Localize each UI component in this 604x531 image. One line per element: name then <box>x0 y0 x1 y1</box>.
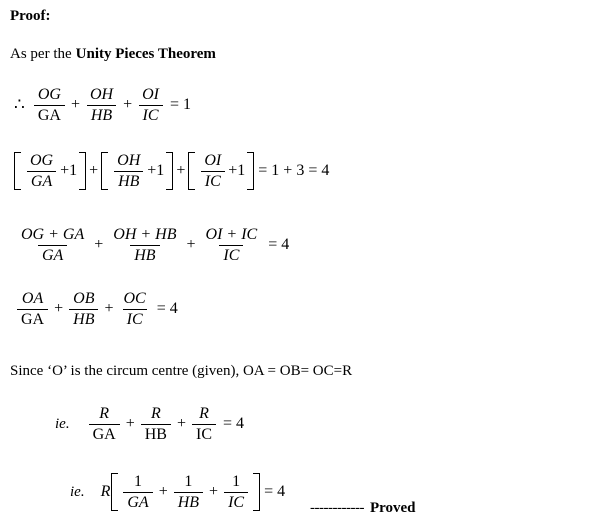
page-title: Proof: <box>10 8 51 24</box>
bracket-group-2 <box>101 152 173 190</box>
fraction-r-hb <box>141 405 171 443</box>
since-statement: Since ‘O’ is the circum centre (given), OA = OB= OC=R <box>10 363 353 379</box>
fraction-og-ga-sum <box>17 226 88 264</box>
fraction-oh-hb <box>86 86 117 124</box>
equals-sign: = <box>268 236 278 254</box>
plus-operator: + <box>158 483 168 501</box>
fraction-denominator: IC <box>123 309 147 329</box>
plus-operator: + <box>70 96 80 114</box>
fraction-denominator: HB <box>114 171 143 191</box>
fraction-numerator: 1 <box>134 473 143 490</box>
proved-label: Proved <box>369 500 416 516</box>
fraction-numerator: OB <box>73 290 95 307</box>
theorem-name: Unity Pieces Theorem <box>75 46 216 62</box>
plus-operator: + <box>94 236 104 254</box>
plus-one: +1 <box>60 162 78 180</box>
fraction-denominator: IC <box>219 245 243 265</box>
fraction-denominator: GA <box>34 105 65 125</box>
intro-prefix: As per the <box>10 46 72 62</box>
plus-operator: + <box>89 162 99 180</box>
equals-sign: = <box>156 300 166 318</box>
fraction-denominator: HB <box>174 492 203 512</box>
fraction-oi-ic-sum <box>202 226 262 264</box>
fraction-oc-ic <box>120 290 150 328</box>
equals-sign: = <box>258 162 268 180</box>
fraction-numerator: 1 <box>184 473 193 490</box>
fraction-one-ga <box>123 473 152 511</box>
equals-sign: = <box>264 483 274 501</box>
fraction-ob-hb <box>69 290 98 328</box>
equation-3-rhs: 4 <box>281 236 290 254</box>
fraction-numerator: OC <box>123 290 146 307</box>
fraction-denominator: GA <box>27 171 56 191</box>
fraction-numerator: 1 <box>232 473 241 490</box>
dash-separator: ------------ <box>310 500 364 516</box>
fraction-denominator: IC <box>192 424 216 444</box>
fraction-og-ga <box>34 86 65 124</box>
r-multiplier: R <box>100 483 111 501</box>
fraction-denominator: HB <box>87 105 116 125</box>
fraction-numerator: OI + IC <box>205 226 258 243</box>
equation-1 <box>14 86 191 124</box>
fraction-one-ic <box>224 473 248 511</box>
fraction-oa-ga <box>17 290 48 328</box>
fraction-oi-ic <box>138 86 163 124</box>
bracket-group-reciprocals <box>111 473 260 511</box>
fraction-denominator: GA <box>17 309 48 329</box>
plus-operator: + <box>104 300 114 318</box>
fraction-denominator: HB <box>141 424 171 444</box>
fraction-denominator: GA <box>38 245 67 265</box>
fraction-r-ic <box>192 405 216 443</box>
fraction-oh-hb <box>113 152 144 190</box>
fraction-numerator: OG <box>30 152 54 169</box>
equation-6 <box>70 473 285 511</box>
fraction-r-ga <box>89 405 120 443</box>
fraction-denominator: GA <box>89 424 120 444</box>
plus-operator: + <box>123 96 133 114</box>
equation-5-rhs: 4 <box>236 415 245 433</box>
ie-label: ie. <box>55 415 70 432</box>
fraction-numerator: OI <box>204 152 222 169</box>
fraction-og-ga <box>26 152 57 190</box>
plus-operator: + <box>54 300 64 318</box>
bracket-group-1 <box>14 152 86 190</box>
equation-1-rhs: 1 <box>183 96 192 114</box>
fraction-denominator: IC <box>201 171 225 191</box>
fraction-numerator: R <box>99 405 110 422</box>
fraction-numerator: OA <box>21 290 44 307</box>
fraction-oi-ic <box>200 152 225 190</box>
equation-5 <box>55 405 244 443</box>
fraction-denominator: HB <box>69 309 98 329</box>
equation-2-rhs: 1 + 3 = 4 <box>271 162 330 180</box>
fraction-numerator: OH <box>89 86 114 103</box>
fraction-oh-hb-sum <box>109 226 180 264</box>
plus-operator: + <box>186 236 196 254</box>
equation-4 <box>14 290 178 328</box>
intro-line <box>10 46 216 63</box>
plus-operator: + <box>209 483 219 501</box>
fraction-numerator: OI <box>142 86 159 103</box>
plus-operator: + <box>125 415 135 433</box>
fraction-denominator: IC <box>139 105 163 125</box>
equation-2 <box>14 152 329 190</box>
therefore-symbol: ∴ <box>14 95 25 115</box>
fraction-numerator: R <box>150 405 161 422</box>
fraction-numerator: OG <box>37 86 61 103</box>
fraction-denominator: HB <box>130 245 159 265</box>
equation-4-rhs: 4 <box>169 300 178 318</box>
fraction-denominator: IC <box>224 492 248 512</box>
fraction-numerator: OH + HB <box>113 226 177 243</box>
equation-6-rhs: 4 <box>277 483 286 501</box>
plus-operator: + <box>176 415 186 433</box>
bracket-group-3 <box>188 152 254 190</box>
plus-operator: + <box>176 162 186 180</box>
ie-label: ie. <box>70 483 85 500</box>
fraction-numerator: R <box>199 405 209 422</box>
plus-one: +1 <box>147 162 165 180</box>
fraction-numerator: OG + GA <box>21 226 85 243</box>
equals-sign: = <box>222 415 233 433</box>
fraction-numerator: OH <box>117 152 141 169</box>
fraction-one-hb <box>174 473 203 511</box>
plus-one: +1 <box>228 162 246 180</box>
proved-footer <box>310 500 416 517</box>
equation-3 <box>14 226 289 264</box>
equals-sign: = <box>170 96 180 114</box>
fraction-denominator: GA <box>123 492 152 512</box>
